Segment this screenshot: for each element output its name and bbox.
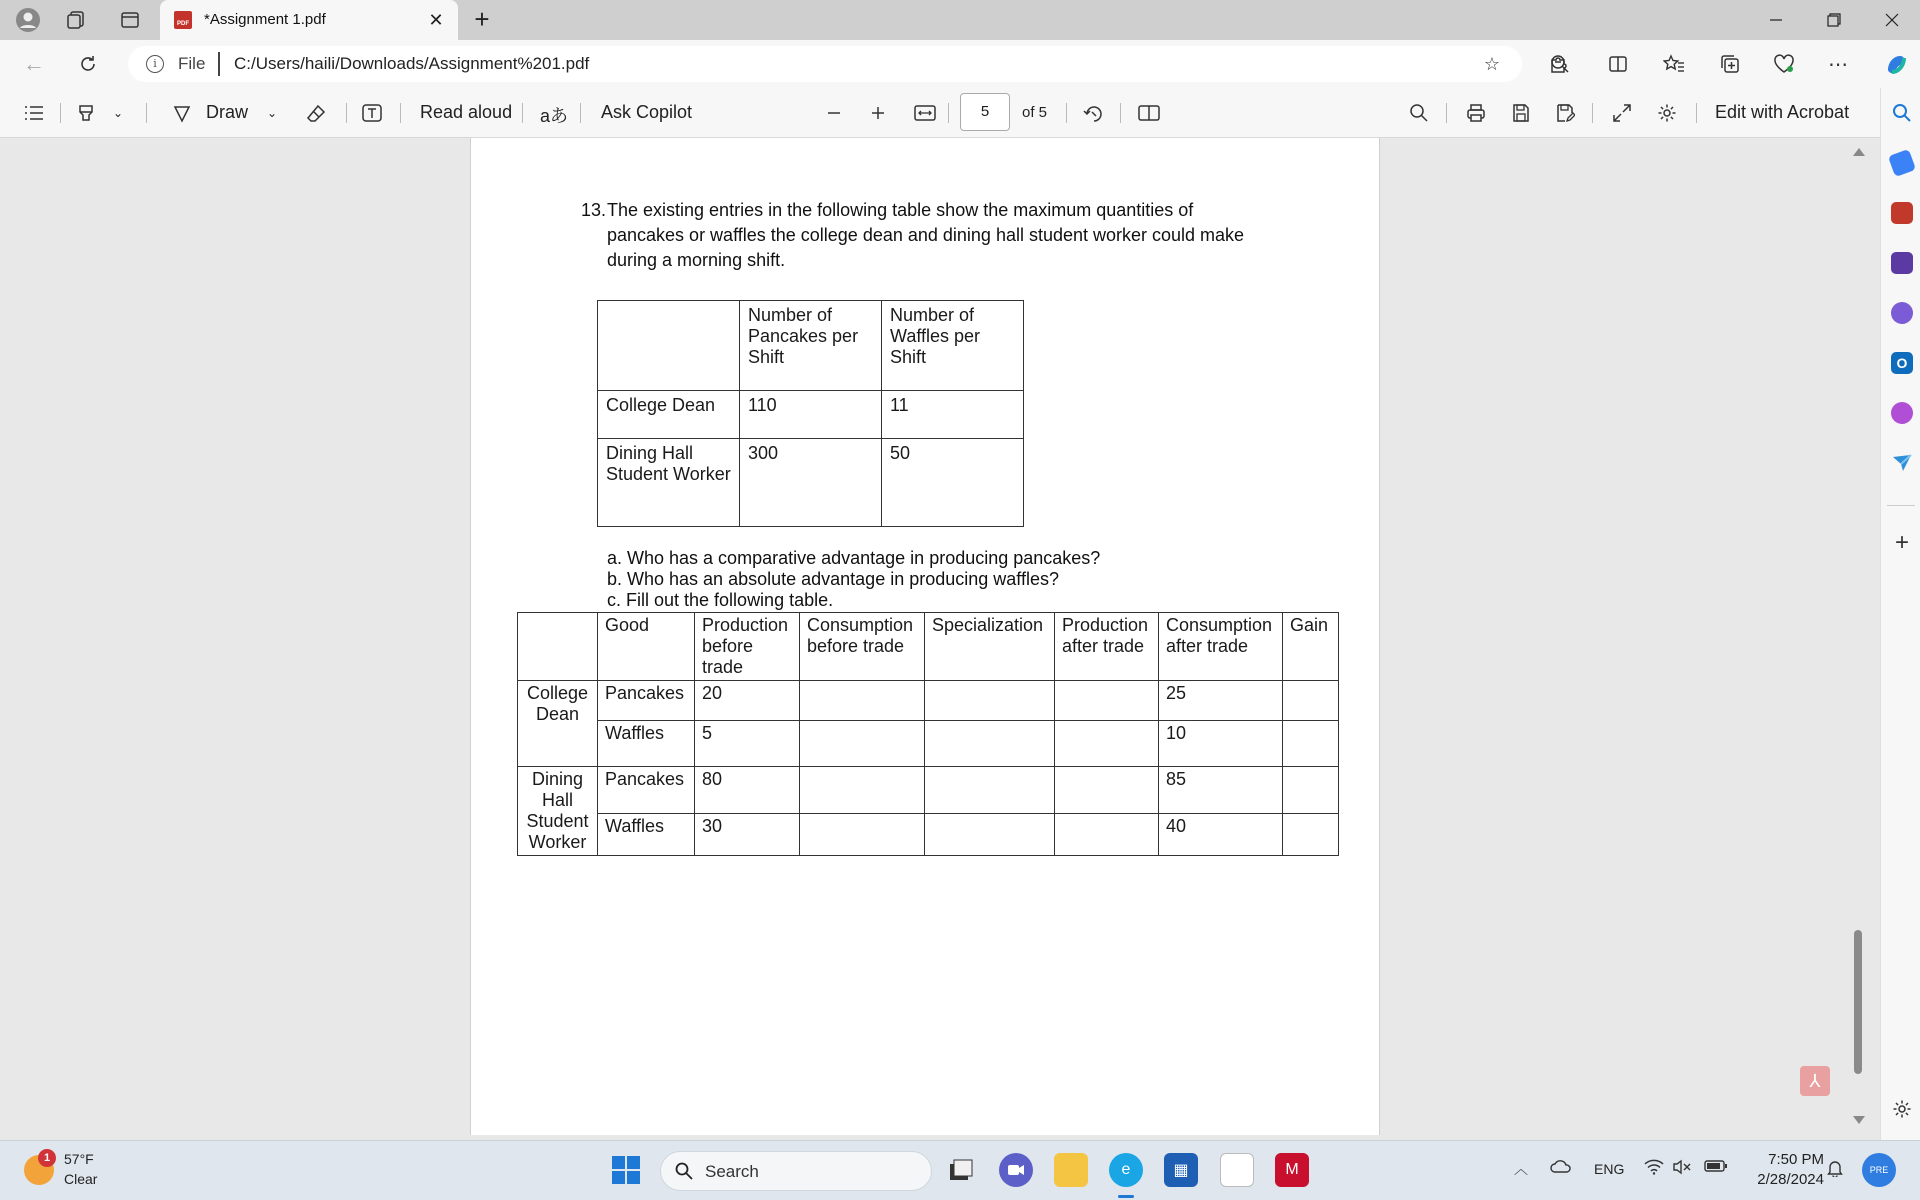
table-header-cell: Number of Pancakes per Shift	[740, 301, 882, 391]
table-cell	[1055, 721, 1159, 767]
clock-time: 7:50 PM	[1768, 1151, 1824, 1168]
more-options-icon[interactable]: ⋯	[1828, 53, 1848, 76]
save-as-icon[interactable]	[1553, 101, 1577, 125]
table-cell	[925, 813, 1055, 855]
title-bar	[0, 0, 1920, 40]
question-text	[607, 198, 1244, 273]
url-text[interactable]: C:/Users/haili/Downloads/Assignment%201.pdf	[234, 54, 590, 73]
tab-assignment[interactable]	[160, 0, 458, 40]
sidebar-divider	[1887, 505, 1915, 506]
collections-icon[interactable]	[1718, 52, 1742, 76]
table-cell	[1283, 767, 1339, 814]
table-row	[518, 681, 1339, 721]
url-scheme: File	[178, 54, 206, 73]
rotate-icon[interactable]	[1080, 101, 1106, 125]
vertical-scrollbar[interactable]	[1850, 138, 1866, 1138]
toolbar-separator	[1592, 103, 1593, 123]
games-chess-icon[interactable]	[1891, 252, 1913, 274]
settings-gear-icon[interactable]	[1655, 101, 1679, 125]
highlight-chevron-down-icon[interactable]: ⌄	[112, 106, 124, 120]
minimize-icon[interactable]	[1748, 0, 1804, 40]
table-header-cell: Consumption after trade	[1159, 613, 1283, 681]
taskbar-search-input[interactable]	[660, 1151, 932, 1191]
battery-icon[interactable]	[1704, 1159, 1728, 1177]
zoom-out-minus-icon[interactable]	[822, 101, 846, 125]
text-box-icon[interactable]	[360, 101, 384, 125]
input-language[interactable]: ENG	[1594, 1161, 1625, 1177]
onedrive-cloud-icon[interactable]	[1550, 1159, 1572, 1177]
info-icon[interactable]: i	[146, 55, 164, 73]
search-icon[interactable]	[1407, 101, 1431, 125]
translate-icon[interactable]: aあ	[540, 106, 569, 126]
tab-title: *Assignment 1.pdf	[204, 11, 326, 28]
question-line: during a morning shift.	[607, 250, 786, 270]
question-number: 13.	[581, 200, 607, 220]
toolbar-separator	[400, 103, 401, 123]
pdf-toolbar	[0, 88, 1880, 138]
split-screen-icon[interactable]	[1606, 52, 1630, 76]
microsoft-365-icon[interactable]	[1891, 302, 1913, 324]
question-line: The existing entries in the following table show the maximum quantities of	[607, 200, 1194, 220]
url-separator	[218, 52, 220, 76]
copilot-taskbar-icon[interactable]: PRE	[1862, 1153, 1896, 1187]
url-field[interactable]	[128, 46, 1522, 82]
weather-badge: 1	[38, 1149, 56, 1167]
wifi-icon[interactable]	[1644, 1159, 1664, 1179]
close-tab-icon[interactable]: ✕	[428, 9, 444, 30]
highlight-icon[interactable]	[74, 101, 98, 125]
restore-icon[interactable]	[1806, 0, 1862, 40]
scrollbar-thumb[interactable]	[1854, 930, 1862, 1074]
scroll-up-arrow-icon[interactable]	[1853, 148, 1865, 156]
table-cell	[925, 681, 1055, 721]
table-header-cell: Production after trade	[1055, 613, 1159, 681]
taskbar	[0, 1140, 1920, 1200]
workspaces-icon[interactable]	[60, 4, 92, 36]
table-header-cell: Number of Waffles per Shift	[882, 301, 1024, 391]
shopping-tag-icon[interactable]	[1888, 149, 1916, 177]
table-cell	[1283, 721, 1339, 767]
favorites-icon[interactable]	[1662, 52, 1686, 76]
pdf-file-icon: PDF	[174, 11, 192, 29]
subquestion: c. Fill out the following table.	[607, 590, 834, 610]
browser-essentials-icon[interactable]	[1772, 52, 1796, 76]
acrobat-icon[interactable]: ⅄	[1800, 1066, 1830, 1096]
tools-briefcase-icon[interactable]	[1891, 202, 1913, 224]
clock[interactable]	[1757, 1150, 1824, 1190]
toolbar-separator	[948, 103, 949, 123]
table-header-row	[518, 613, 1339, 681]
pdf-viewer[interactable]	[0, 138, 1880, 1140]
eraser-icon[interactable]	[304, 101, 328, 125]
table-cell: 110	[740, 391, 882, 439]
toolbar-separator	[1120, 103, 1121, 123]
table-header-cell: Gain	[1283, 613, 1339, 681]
fit-to-width-icon[interactable]	[912, 101, 938, 125]
active-app-indicator	[1118, 1195, 1134, 1198]
table-cell	[800, 721, 925, 767]
table-cell	[1283, 681, 1339, 721]
table-cell	[925, 767, 1055, 814]
table-cell	[1055, 813, 1159, 855]
table-cell	[1055, 681, 1159, 721]
toolbar-separator	[1446, 103, 1447, 123]
designer-icon[interactable]	[1891, 402, 1913, 424]
fullscreen-icon[interactable]	[1610, 101, 1634, 125]
table-cell: Pancakes	[598, 681, 695, 721]
table-cell: 30	[695, 813, 800, 855]
copilot-icon[interactable]	[1880, 48, 1912, 80]
add-sidebar-app-icon[interactable]: +	[1894, 529, 1909, 556]
table-cell: Dining Hall Student Worker	[598, 439, 740, 527]
table-cell: Waffles	[598, 813, 695, 855]
read-aloud-button[interactable]: Read aloud	[420, 102, 513, 122]
table-cell: 80	[695, 767, 800, 814]
table-row	[518, 721, 1339, 767]
weather-condition[interactable]: Clear	[64, 1171, 98, 1187]
save-icon[interactable]	[1509, 101, 1533, 125]
volume-muted-icon[interactable]	[1672, 1159, 1692, 1179]
toolbar-separator	[522, 103, 523, 123]
table-row	[518, 767, 1339, 814]
clock-date: 2/28/2024	[1757, 1171, 1824, 1188]
draw-button[interactable]: Draw	[206, 102, 249, 122]
sidebar-search-icon[interactable]	[1891, 102, 1913, 124]
edge-sidebar	[1880, 88, 1920, 1140]
table-cell: College Dean	[598, 391, 740, 439]
toolbar-separator	[580, 103, 581, 123]
notifications-bell-icon[interactable]	[1826, 1159, 1844, 1181]
extensions-icon[interactable]	[1546, 52, 1570, 76]
toolbar-separator	[60, 103, 61, 123]
temperature[interactable]: 57°F	[64, 1151, 94, 1167]
table-cell	[1055, 767, 1159, 814]
table-cell: 5	[695, 721, 800, 767]
tab-actions-icon[interactable]	[114, 4, 146, 36]
table-cell: 40	[1159, 813, 1283, 855]
back-icon[interactable]: ←	[23, 51, 45, 76]
subquestion: a. Who has a comparative advantage in producing pancakes?	[607, 548, 1101, 568]
draw-icon[interactable]	[170, 101, 194, 125]
notepad-icon[interactable]	[1220, 1153, 1254, 1187]
table-row	[598, 439, 1024, 527]
profile-icon[interactable]	[12, 4, 44, 36]
table-cell: 85	[1159, 767, 1283, 814]
toolbar-separator	[1066, 103, 1067, 123]
table-row	[518, 813, 1339, 855]
toolbar-separator	[1696, 103, 1697, 123]
table-cell	[800, 813, 925, 855]
table-row	[598, 391, 1024, 439]
zoom-in-plus-icon[interactable]	[866, 101, 890, 125]
person-cell: College Dean	[518, 681, 598, 767]
table-cell: 50	[882, 439, 1024, 527]
show-hidden-icons-chevron-up-icon[interactable]: ︿	[1514, 1161, 1528, 1177]
table-cell	[800, 681, 925, 721]
table-header-cell	[598, 301, 740, 391]
toolbar-separator	[346, 103, 347, 123]
max-quantities-table	[597, 300, 1024, 527]
table-header-cell: Good	[598, 613, 695, 681]
question-line: pancakes or waffles the college dean and dining hall student worker could make	[607, 225, 1245, 245]
table-cell: Waffles	[598, 721, 695, 767]
table-cell	[925, 721, 1055, 767]
sidebar-settings-icon[interactable]	[1891, 1098, 1913, 1120]
start-windows-icon[interactable]	[612, 1156, 640, 1184]
refresh-icon[interactable]	[72, 48, 104, 80]
contents-list-icon[interactable]	[22, 101, 46, 125]
teams-chat-icon[interactable]	[999, 1153, 1033, 1187]
favorite-star-icon[interactable]: ☆	[1483, 53, 1501, 74]
table-cell: 300	[740, 439, 882, 527]
close-window-icon[interactable]	[1864, 0, 1920, 40]
draw-chevron-down-icon[interactable]: ⌄	[266, 106, 278, 120]
edge-browser-icon[interactable]: e	[1109, 1153, 1143, 1187]
person-cell: Dining Hall Student Worker	[518, 767, 598, 856]
subquestion: b. Who has an absolute advantage in producing waffles?	[607, 569, 1059, 589]
outlook-icon[interactable]: O	[1891, 352, 1913, 374]
trade-table	[517, 612, 1339, 856]
mcafee-shield-icon[interactable]: M	[1275, 1153, 1309, 1187]
table-header-cell	[518, 613, 598, 681]
table-header-row	[598, 301, 1024, 391]
address-bar	[0, 40, 1920, 88]
table-cell: 20	[695, 681, 800, 721]
table-cell: 11	[882, 391, 1024, 439]
file-explorer-icon[interactable]	[1054, 1153, 1088, 1187]
pdf-page	[470, 138, 1380, 1135]
print-icon[interactable]	[1464, 101, 1488, 125]
search-icon	[675, 1162, 693, 1185]
microsoft-store-icon[interactable]: ▦	[1164, 1153, 1198, 1187]
page-number-input[interactable]: 5	[960, 93, 1010, 131]
table-cell: 10	[1159, 721, 1283, 767]
new-tab-button[interactable]: +	[474, 4, 490, 34]
task-view-icon[interactable]	[944, 1153, 978, 1187]
table-header-cell: Specialization	[925, 613, 1055, 681]
table-cell: Pancakes	[598, 767, 695, 814]
table-cell: 25	[1159, 681, 1283, 721]
page-view-icon[interactable]	[1136, 101, 1162, 125]
table-cell	[1283, 813, 1339, 855]
ask-copilot-button[interactable]: Ask Copilot	[601, 102, 693, 122]
table-cell	[800, 767, 925, 814]
page-total-label: of 5	[1022, 104, 1048, 121]
edit-with-acrobat-button[interactable]: Edit with Acrobat	[1715, 102, 1850, 122]
toolbar-separator	[146, 103, 147, 123]
search-placeholder: Search	[705, 1162, 759, 1181]
send-icon[interactable]	[1891, 452, 1913, 474]
table-header-cell: Consumption before trade	[800, 613, 925, 681]
scroll-down-arrow-icon[interactable]	[1853, 1116, 1865, 1124]
table-header-cell: Production before trade	[695, 613, 800, 681]
